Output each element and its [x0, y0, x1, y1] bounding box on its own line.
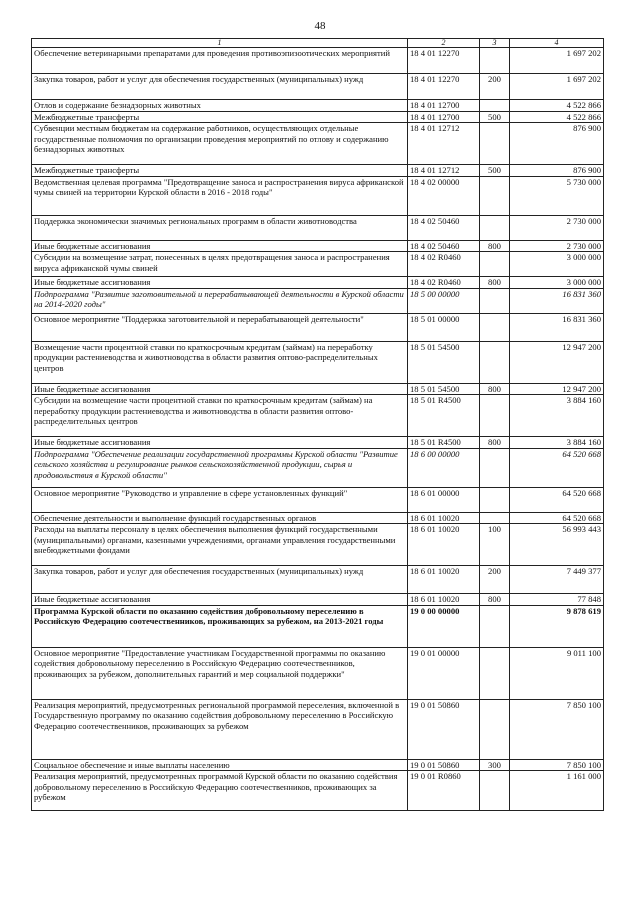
table-row	[32, 123, 604, 165]
row-type-cell: 800	[480, 240, 510, 252]
row-type-cell	[480, 215, 510, 240]
table-row	[32, 100, 604, 112]
row-sum-cell: 3 884 160	[510, 395, 604, 437]
row-name-cell: Реализация мероприятий, предусмотренных программой Курской области по оказанию содействия добровольному переселению в Российскую Федерацию соотечественников, проживающих за рубежом	[32, 771, 408, 811]
row-sum-cell: 56 993 443	[510, 524, 604, 566]
row-name-cell: Подпрограмма "Обеспечение реализации государственной программы Курской области "Развитие сельского хозяйства и регулирование рынков сельскохозяйственной продукции, сырья и продовольствия в Курской области"	[32, 448, 408, 487]
row-sum-cell: 77 848	[510, 594, 604, 606]
table-row	[32, 594, 604, 606]
row-name-cell: Межбюджетные трансферты	[32, 111, 408, 123]
row-sum-cell: 7 850 100	[510, 699, 604, 759]
row-sum-cell: 64 520 668	[510, 487, 604, 512]
row-code-cell: 18 6 00 00000	[408, 448, 480, 487]
row-sum-cell: 3 884 160	[510, 437, 604, 449]
row-sum-cell: 9 878 619	[510, 605, 604, 647]
row-code-cell: 19 0 01 50860	[408, 759, 480, 771]
table-row	[32, 395, 604, 437]
row-code-cell: 18 4 02 50460	[408, 240, 480, 252]
row-type-cell	[480, 395, 510, 437]
table-row	[32, 524, 604, 566]
row-sum-cell: 64 520 668	[510, 512, 604, 524]
column-header-4: 4	[510, 39, 604, 48]
row-sum-cell: 3 000 000	[510, 252, 604, 277]
row-type-cell: 300	[480, 759, 510, 771]
row-type-cell: 500	[480, 111, 510, 123]
row-name-cell: Иные бюджетные ассигнования	[32, 437, 408, 449]
row-name-cell: Отлов и содержание безнадзорных животных	[32, 100, 408, 112]
row-sum-cell: 7 850 100	[510, 759, 604, 771]
row-code-cell: 19 0 00 00000	[408, 605, 480, 647]
table-row	[32, 771, 604, 811]
row-type-cell	[480, 288, 510, 313]
row-sum-cell: 12 947 200	[510, 341, 604, 383]
column-header-2: 2	[408, 39, 480, 48]
row-sum-cell: 4 522 866	[510, 100, 604, 112]
table-row	[32, 165, 604, 177]
row-sum-cell: 16 831 360	[510, 288, 604, 313]
row-type-cell	[480, 313, 510, 341]
row-name-cell: Основное мероприятие "Поддержка заготовительной и перерабатывающей деятельности"	[32, 313, 408, 341]
row-name-cell: Подпрограмма "Развитие заготовительной и перерабатывающей деятельности в Курской области на 2014-2020 годы"	[32, 288, 408, 313]
row-code-cell: 18 4 02 R0460	[408, 252, 480, 277]
table-row	[32, 240, 604, 252]
row-type-cell: 800	[480, 277, 510, 289]
row-sum-cell: 3 000 000	[510, 277, 604, 289]
row-code-cell: 18 4 02 50460	[408, 215, 480, 240]
row-code-cell: 18 5 01 54500	[408, 383, 480, 395]
row-code-cell: 18 4 01 12270	[408, 74, 480, 100]
row-code-cell: 18 4 01 12700	[408, 100, 480, 112]
row-name-cell: Ведомственная целевая программа "Предотвращение заноса и распространения вируса африканской чумы свиней на территории Курской области в 2016 - 2018 годы"	[32, 176, 408, 215]
row-name-cell: Закупка товаров, работ и услуг для обеспечения государственных (муниципальных) нужд	[32, 74, 408, 100]
row-sum-cell: 5 730 000	[510, 176, 604, 215]
row-sum-cell: 1 697 202	[510, 74, 604, 100]
row-type-cell	[480, 48, 510, 74]
row-code-cell: 18 6 01 00000	[408, 487, 480, 512]
row-type-cell: 200	[480, 74, 510, 100]
row-type-cell	[480, 176, 510, 215]
row-name-cell: Иные бюджетные ассигнования	[32, 383, 408, 395]
table-row	[32, 647, 604, 699]
row-sum-cell: 16 831 360	[510, 313, 604, 341]
table-row	[32, 699, 604, 759]
row-sum-cell: 876 900	[510, 165, 604, 177]
table-row	[32, 512, 604, 524]
row-code-cell: 18 6 01 10020	[408, 524, 480, 566]
row-type-cell	[480, 252, 510, 277]
row-type-cell	[480, 123, 510, 165]
row-type-cell	[480, 448, 510, 487]
table-row	[32, 487, 604, 512]
budget-table-body	[32, 39, 604, 811]
row-name-cell: Субвенции местным бюджетам на содержание работников, осуществляющих отдельные государственные полномочия по организации проведения мероприятий по отлову и содержанию безнадзорных животных	[32, 123, 408, 165]
row-code-cell: 18 4 01 12270	[408, 48, 480, 74]
row-name-cell: Поддержка экономически значимых региональных программ в области животноводства	[32, 215, 408, 240]
row-code-cell: 18 4 01 12712	[408, 123, 480, 165]
row-type-cell: 800	[480, 594, 510, 606]
row-sum-cell: 2 730 000	[510, 215, 604, 240]
row-name-cell: Основное мероприятие "Предоставление участникам Государственной программы по оказанию содействия добровольному переселению в Российскую Федерацию соотечественников, проживающих за рубежом, дополнительных гарантий и мер социальной поддержки"	[32, 647, 408, 699]
row-name-cell: Закупка товаров, работ и услуг для обеспечения государственных (муниципальных) нужд	[32, 566, 408, 594]
row-sum-cell: 9 011 100	[510, 647, 604, 699]
row-name-cell: Социальное обеспечение и иные выплаты населению	[32, 759, 408, 771]
row-code-cell: 18 6 01 10020	[408, 512, 480, 524]
row-sum-cell: 7 449 377	[510, 566, 604, 594]
row-type-cell	[480, 512, 510, 524]
table-row	[32, 605, 604, 647]
row-type-cell	[480, 699, 510, 759]
row-sum-cell: 1 161 000	[510, 771, 604, 811]
table-row	[32, 48, 604, 74]
row-code-cell: 19 0 01 R0860	[408, 771, 480, 811]
table-row	[32, 215, 604, 240]
table-row	[32, 313, 604, 341]
row-name-cell: Иные бюджетные ассигнования	[32, 594, 408, 606]
row-name-cell: Обеспечение деятельности и выполнение функций государственных органов	[32, 512, 408, 524]
row-name-cell: Иные бюджетные ассигнования	[32, 277, 408, 289]
row-type-cell	[480, 605, 510, 647]
row-type-cell: 500	[480, 165, 510, 177]
row-name-cell: Реализация мероприятий, предусмотренных региональной программой переселения, включенной в Государственную программу по оказанию содействия добровольному переселению в Российскую Федерацию соотечественников, проживающих за рубежом	[32, 699, 408, 759]
row-type-cell	[480, 341, 510, 383]
row-code-cell: 18 5 01 00000	[408, 313, 480, 341]
row-name-cell: Межбюджетные трансферты	[32, 165, 408, 177]
table-row	[32, 437, 604, 449]
row-name-cell: Иные бюджетные ассигнования	[32, 240, 408, 252]
row-name-cell: Основное мероприятие "Руководство и управление в сфере установленных функций"	[32, 487, 408, 512]
row-sum-cell: 4 522 866	[510, 111, 604, 123]
row-name-cell: Субсидии на возмещение затрат, понесенных в целях предотвращения заноса и распространения вируса африканской чумы свиней	[32, 252, 408, 277]
row-code-cell: 19 0 01 50860	[408, 699, 480, 759]
table-row	[32, 566, 604, 594]
row-name-cell: Возмещение части процентной ставки по краткосрочным кредитам (займам) на переработку продукции растениеводства и животноводства в области развития оптово-распределительных центров	[32, 341, 408, 383]
row-type-cell	[480, 771, 510, 811]
table-row	[32, 252, 604, 277]
row-code-cell: 18 5 00 00000	[408, 288, 480, 313]
row-name-cell: Расходы на выплаты персоналу в целях обеспечения выполнения функций государственными (муниципальными) органами, казенными учреждениями, органами управления государственными внебюджетными фондами	[32, 524, 408, 566]
table-row	[32, 383, 604, 395]
table-header-row	[32, 39, 604, 48]
row-code-cell: 18 4 01 12700	[408, 111, 480, 123]
row-sum-cell: 64 520 668	[510, 448, 604, 487]
row-sum-cell: 2 730 000	[510, 240, 604, 252]
table-row	[32, 176, 604, 215]
row-code-cell: 18 5 01 R4500	[408, 437, 480, 449]
column-header-3: 3	[480, 39, 510, 48]
row-type-cell: 800	[480, 383, 510, 395]
row-name-cell: Субсидии на возмещение части процентной ставки по краткосрочным кредитам (займам) на переработку продукции растениеводства и животноводства в области развития оптово-распределительных центров	[32, 395, 408, 437]
budget-table	[31, 38, 604, 811]
column-header-1: 1	[32, 39, 408, 48]
row-name-cell: Программа Курской области по оказанию содействия добровольному переселению в Российскую Федерацию соотечественников, проживающих за рубежом, на 2013-2021 годы	[32, 605, 408, 647]
row-name-cell: Обеспечение ветеринарными препаратами для проведения противоэпизоотических мероприятий	[32, 48, 408, 74]
page-number: 48	[314, 20, 326, 32]
table-row	[32, 448, 604, 487]
row-code-cell: 18 4 01 12712	[408, 165, 480, 177]
row-type-cell: 100	[480, 524, 510, 566]
table-row	[32, 277, 604, 289]
row-code-cell: 18 4 02 00000	[408, 176, 480, 215]
row-code-cell: 18 4 02 R0460	[408, 277, 480, 289]
row-sum-cell: 12 947 200	[510, 383, 604, 395]
row-sum-cell: 876 900	[510, 123, 604, 165]
row-code-cell: 19 0 01 00000	[408, 647, 480, 699]
row-type-cell	[480, 487, 510, 512]
row-code-cell: 18 6 01 10020	[408, 594, 480, 606]
row-type-cell: 800	[480, 437, 510, 449]
table-row	[32, 111, 604, 123]
row-sum-cell: 1 697 202	[510, 48, 604, 74]
row-type-cell: 200	[480, 566, 510, 594]
row-code-cell: 18 6 01 10020	[408, 566, 480, 594]
row-type-cell	[480, 647, 510, 699]
row-code-cell: 18 5 01 54500	[408, 341, 480, 383]
table-row	[32, 74, 604, 100]
table-row	[32, 288, 604, 313]
row-type-cell	[480, 100, 510, 112]
table-row	[32, 759, 604, 771]
row-code-cell: 18 5 01 R4500	[408, 395, 480, 437]
table-row	[32, 341, 604, 383]
